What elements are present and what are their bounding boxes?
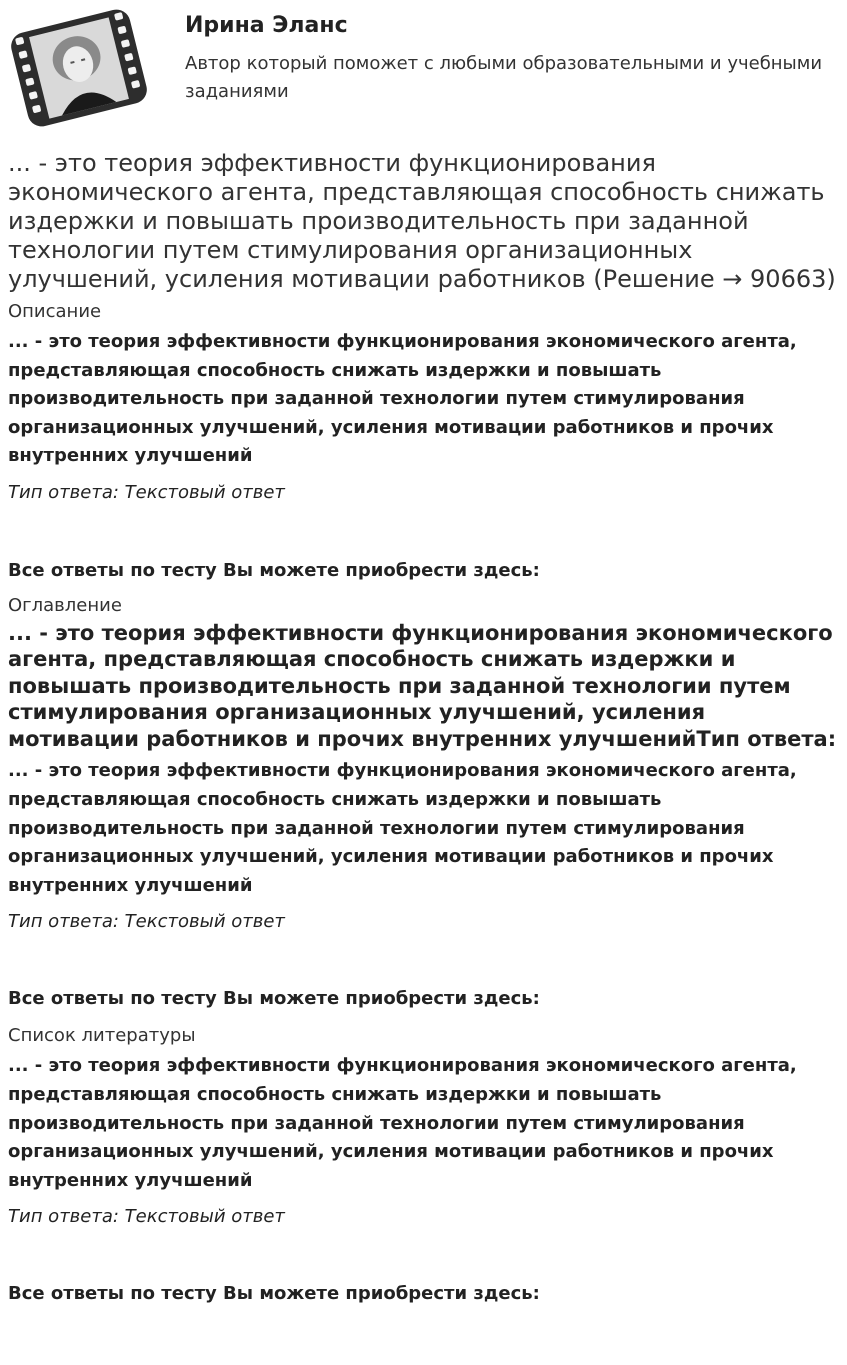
- toc-text: ... - это теория эффективности функционирования экономического агента, представляющая способность снижать издержки и повышать производительность при заданной технологии путем стимулирования организационных улучшений, усиления мотивации работников и прочих внутренних улучшений: [8, 760, 797, 896]
- author-name: Ирина Эланс: [185, 13, 348, 38]
- toc-heading: ... - это теория эффективности функционирования экономического агента, представляющая способность снижать издержки и повышать производительность при заданной технологии путем стимулирования организационных улучшений, усиления мотивации работников и прочих внутренних улучшенийТип ответа:: [8, 620, 837, 751]
- author-description: Автор который поможет с любыми образовательными и учебными заданиями: [185, 53, 823, 102]
- section-label-description: Описание: [8, 301, 102, 322]
- description-section: [8, 301, 840, 583]
- literature-text: ... - это теория эффективности функционирования экономического агента, представляющая способность снижать издержки и повышать производительность при заданной технологии путем стимулирования организационных улучшений, усиления мотивации работников и прочих внутренних улучшений: [8, 1055, 797, 1191]
- section-label-toc: Оглавление: [8, 594, 122, 616]
- avatar: [6, 6, 152, 130]
- toc-section: [8, 595, 840, 1011]
- buy-answers-text: Все ответы по тесту Вы можете приобрести здесь:: [8, 559, 540, 581]
- literature-section: [8, 1025, 840, 1306]
- section-label-literature: Список литературы: [8, 1025, 196, 1047]
- buy-answers-text: Все ответы по тесту Вы можете приобрести здесь:: [8, 1283, 540, 1305]
- page-title: ... - это теория эффективности функционирования экономического агента, представляющая способность снижать издержки и повышать производительность при заданной технологии путем стимулирования организационных улучшений, усиления мотивации работников (Решение → 90663): [8, 149, 836, 293]
- description-text: ... - это теория эффективности функционирования экономического агента, представляющая способность снижать издержки и повышать производительность при заданной технологии путем стимулирования организационных улучшений, усиления мотивации работников и прочих внутренних улучшений: [8, 331, 797, 467]
- author-card: [0, 0, 847, 140]
- main-content: [8, 149, 840, 1306]
- buy-answers-text: Все ответы по тесту Вы можете приобрести здесь:: [8, 988, 540, 1010]
- answer-type: Тип ответа: Текстовый ответ: [8, 1206, 285, 1228]
- answer-type: Тип ответа: Текстовый ответ: [8, 481, 285, 503]
- answer-type: Тип ответа: Текстовый ответ: [8, 911, 285, 933]
